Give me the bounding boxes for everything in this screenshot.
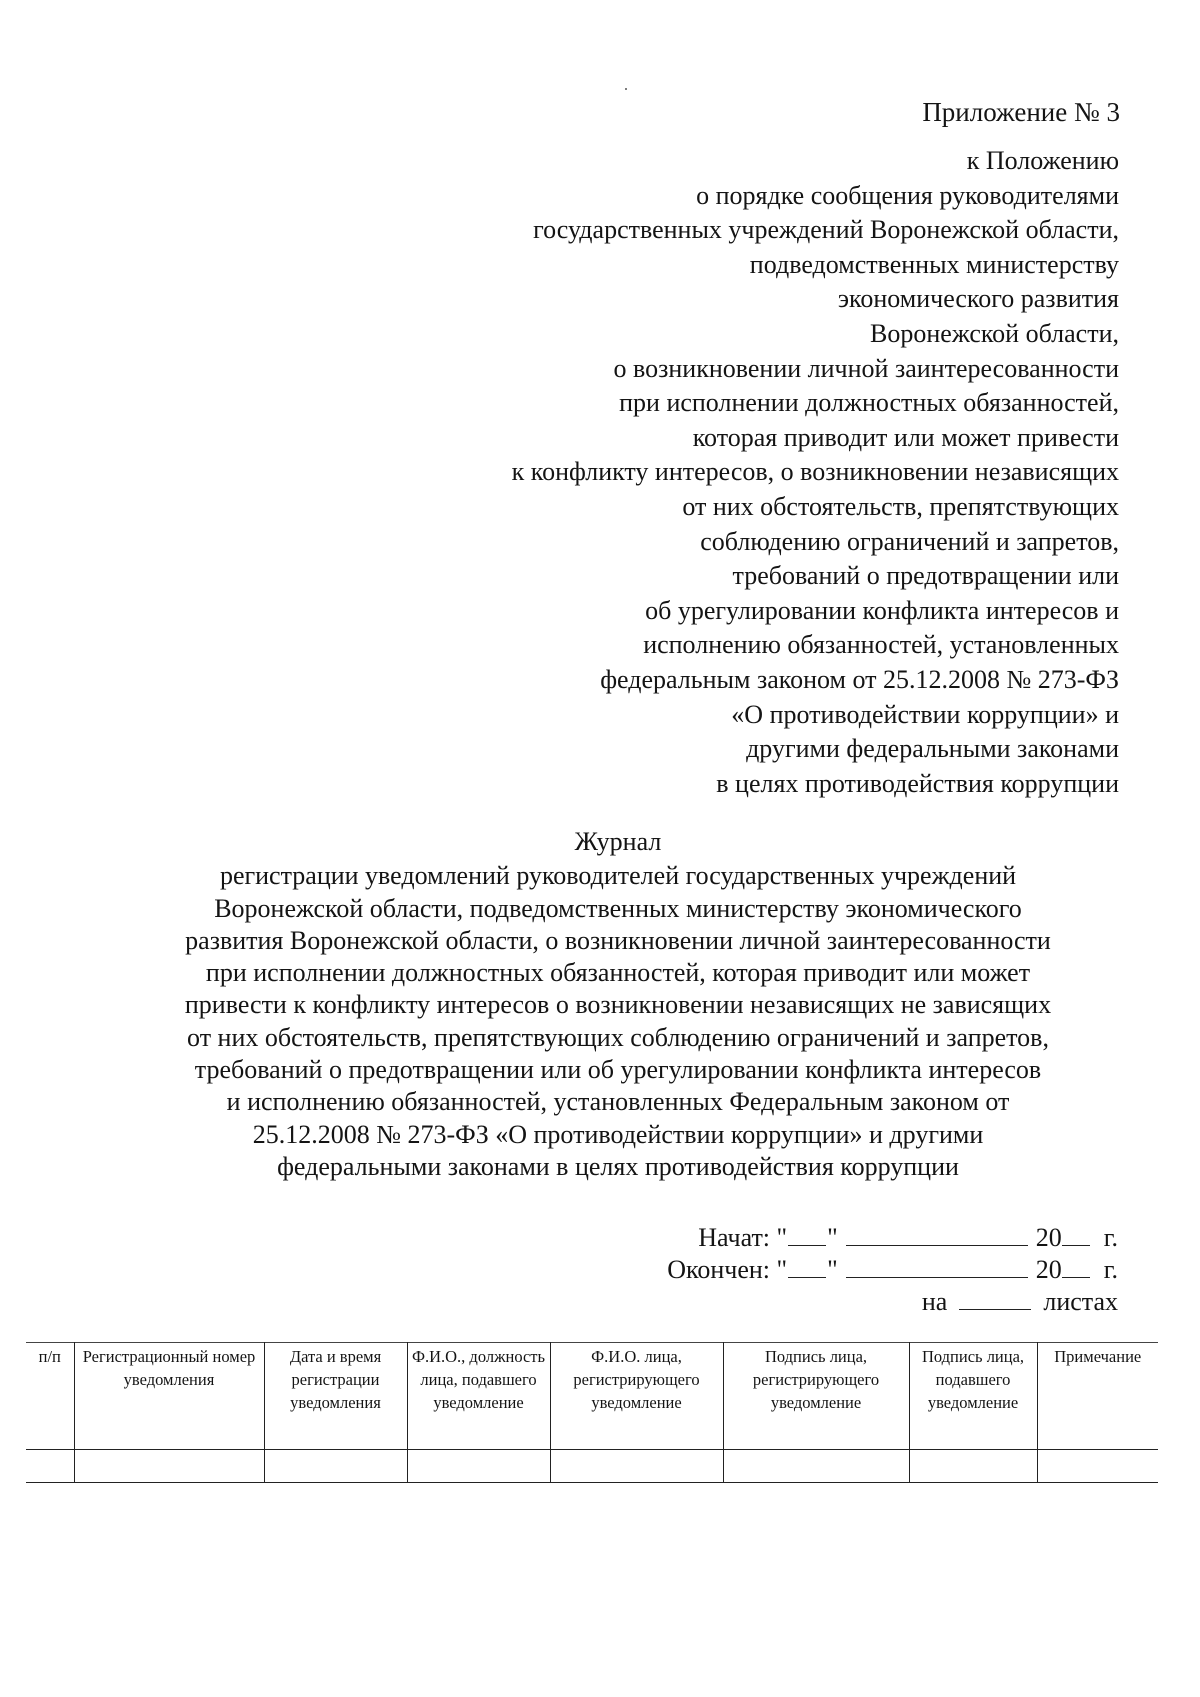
column-header: п/п xyxy=(26,1343,74,1450)
journal-line: требований о предотвращении или об урегулировании конфликта интересов xyxy=(194,1055,1042,1085)
appendix-line: подведомственных министерству xyxy=(749,249,1119,279)
journal-line: регистрации уведомлений руководителей государственных учреждений xyxy=(219,861,1017,891)
appendix-line: другими федеральными законами xyxy=(746,734,1119,764)
appendix-line: «О противодействии коррупции» и xyxy=(731,699,1119,729)
appendix-line: о возникновении личной заинтересованности xyxy=(613,353,1119,383)
appendix-line: к Положению xyxy=(966,146,1119,175)
year-prefix: 20 xyxy=(1035,1223,1062,1252)
journal-line: и исполнению обязанностей, установленных Федеральным законом от xyxy=(226,1087,1010,1117)
journal-dates xyxy=(667,1222,1118,1318)
year-suffix: г. xyxy=(1103,1223,1118,1252)
appendix-line: которая приводит или может привести xyxy=(692,422,1119,452)
journal-line: при исполнении должностных обязанностей, которая приводит или может xyxy=(205,958,1031,988)
table-cell[interactable] xyxy=(909,1450,1037,1483)
appendix-line: Воронежской области, xyxy=(870,318,1119,348)
ended-day-blank[interactable] xyxy=(788,1255,826,1278)
quote-mark: " xyxy=(827,1223,838,1252)
appendix-line: об урегулировании конфликта интересов и xyxy=(645,595,1119,625)
appendix-line: требований о предотвращении или xyxy=(732,561,1119,591)
journal-line: от них обстоятельств, препятствующих соблюдению ограничений и запретов, xyxy=(187,1022,1049,1052)
quote-mark: " xyxy=(827,1255,838,1284)
column-header: Подпись лица, подавшего уведомление xyxy=(909,1343,1037,1450)
ended-label: Окончен: " xyxy=(667,1255,788,1284)
appendix-subtitle xyxy=(512,144,1119,801)
table-cell[interactable] xyxy=(26,1450,74,1483)
appendix-line: от них обстоятельств, препятствующих xyxy=(682,491,1119,521)
journal-heading xyxy=(150,826,1086,1183)
table-cell[interactable] xyxy=(550,1450,723,1483)
appendix-line: при исполнении должностных обязанностей, xyxy=(619,388,1119,418)
started-day-blank[interactable] xyxy=(788,1223,826,1246)
registration-table xyxy=(26,1342,1158,1483)
journal-line: развития Воронежской области, о возникновении личной заинтересованности xyxy=(185,925,1051,955)
sheets-label: листах xyxy=(1043,1287,1118,1316)
journal-line: привести к конфликту интересов о возникновении независящих не зависящих xyxy=(184,990,1052,1020)
appendix-title: Приложение № 3 xyxy=(922,97,1120,127)
ended-year-blank[interactable] xyxy=(1062,1255,1090,1278)
column-header: Подпись лица, регистрирующего уведомление xyxy=(723,1343,909,1450)
journal-line: 25.12.2008 № 273-ФЗ «О противодействии коррупции» и другими xyxy=(252,1119,984,1149)
appendix-line: о порядке сообщения руководителями xyxy=(696,180,1119,210)
appendix-line: в целях противодействия коррупции xyxy=(716,768,1119,798)
ended-month-blank[interactable] xyxy=(846,1255,1028,1278)
column-header: Дата и время регистрации уведомления xyxy=(264,1343,407,1450)
appendix-line: государственных учреждений Воронежской области, xyxy=(533,215,1119,245)
column-header: Ф.И.О., должность лица, подавшего уведомление xyxy=(407,1343,550,1450)
ended-row xyxy=(667,1254,1118,1286)
on-label: на xyxy=(921,1287,948,1316)
column-header: Регистрационный номер уведомления xyxy=(74,1343,264,1450)
sheets-blank[interactable] xyxy=(959,1287,1031,1310)
table-cell[interactable] xyxy=(723,1450,909,1483)
table-cell[interactable] xyxy=(407,1450,550,1483)
table-cell[interactable] xyxy=(264,1450,407,1483)
table-cell[interactable] xyxy=(1037,1450,1158,1483)
table-cell[interactable] xyxy=(74,1450,264,1483)
sheets-row xyxy=(667,1286,1118,1318)
started-month-blank[interactable] xyxy=(846,1223,1028,1246)
column-header: Ф.И.О. лица, регистрирующего уведомление xyxy=(550,1343,723,1450)
table-header-row xyxy=(26,1343,1158,1450)
year-prefix: 20 xyxy=(1035,1255,1062,1284)
started-label: Начат: " xyxy=(698,1223,788,1252)
column-header: Примечание xyxy=(1037,1343,1158,1450)
appendix-line: экономического развития xyxy=(837,284,1119,314)
table-row xyxy=(26,1450,1158,1483)
journal-line: Воронежской области, подведомственных министерству экономического xyxy=(214,893,1022,923)
journal-title: Журнал xyxy=(574,827,662,856)
appendix-line: к конфликту интересов, о возникновении независящих xyxy=(511,457,1119,487)
journal-line: федеральными законами в целях противодействия коррупции xyxy=(277,1151,959,1181)
started-year-blank[interactable] xyxy=(1062,1223,1090,1246)
started-row xyxy=(667,1222,1118,1254)
scan-speck xyxy=(625,88,627,90)
appendix-line: федеральным законом от 25.12.2008 № 273-ФЗ xyxy=(600,664,1119,694)
appendix-line: соблюдению ограничений и запретов, xyxy=(700,526,1119,556)
appendix-line: исполнению обязанностей, установленных xyxy=(643,630,1119,660)
year-suffix: г. xyxy=(1103,1255,1118,1284)
